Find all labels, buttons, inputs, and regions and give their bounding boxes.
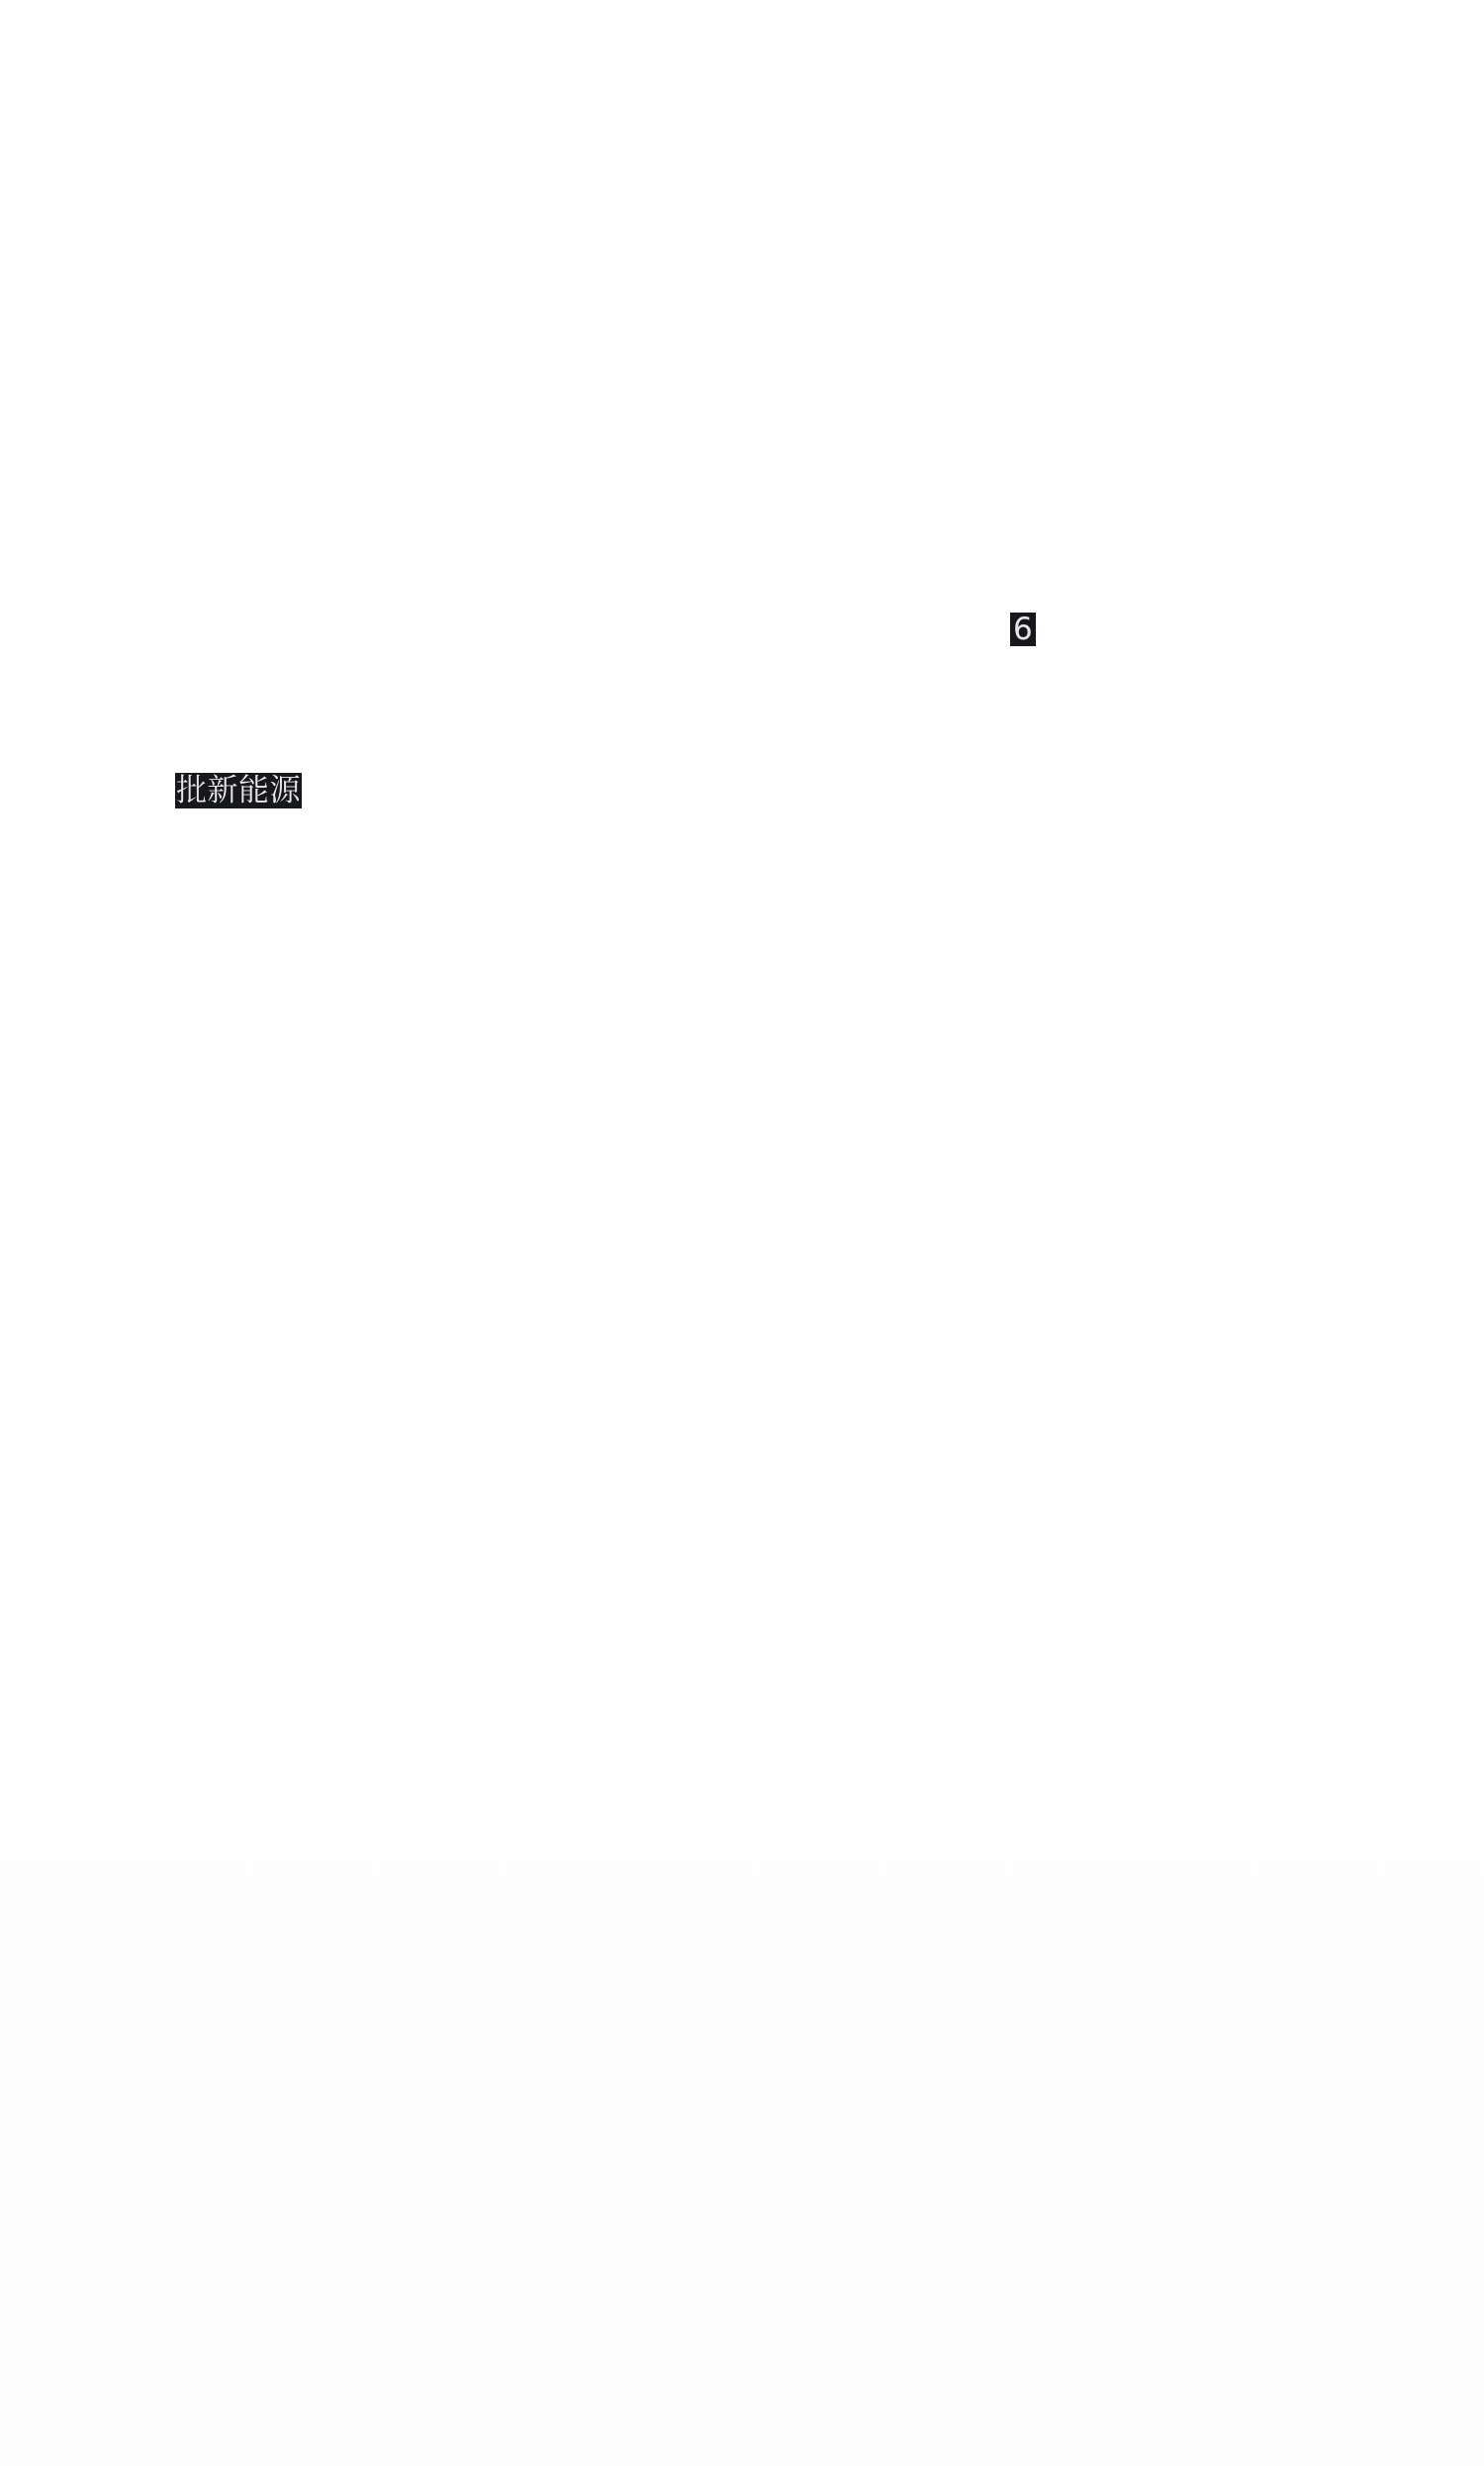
highlighted-number[interactable]: 6 [1010, 613, 1036, 646]
selected-text[interactable]: 批新能源 [176, 773, 301, 808]
